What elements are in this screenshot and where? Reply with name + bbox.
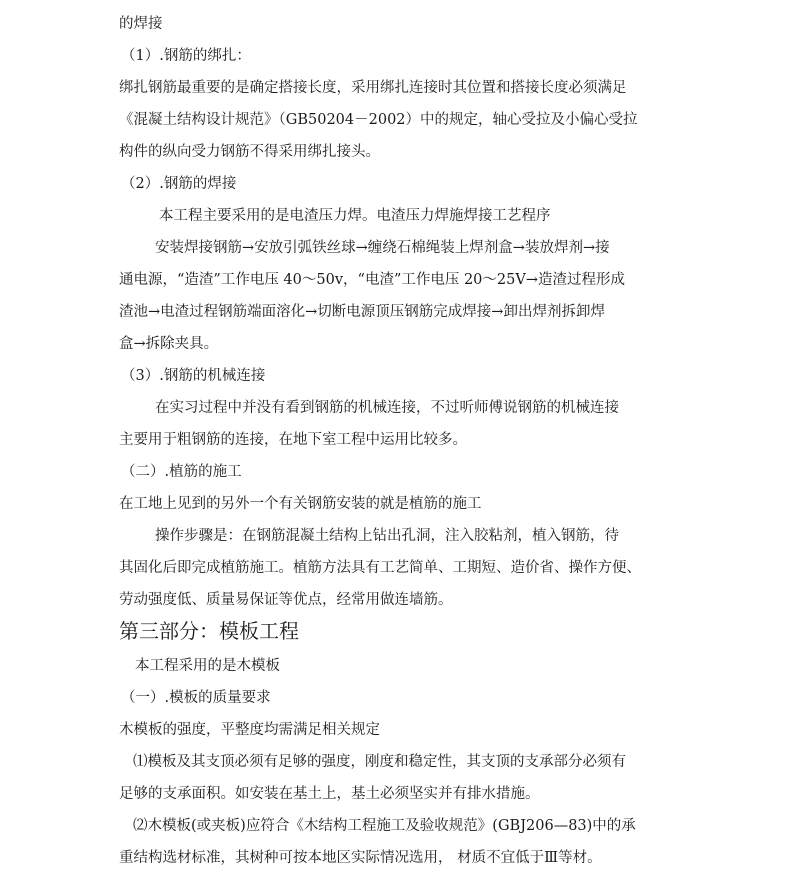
subheading-mechanical-connection: （3）.钢筋的机械连接 [121, 368, 266, 384]
paragraph-line: 绑扎钢筋最重要的是确定搭接长度，采用绑扎连接时其位置和搭接长度必须满足 [119, 80, 627, 96]
paragraph-line: 盒→拆除夹具。 [119, 336, 219, 352]
paragraph-line: 重结构选材标准，其树种可按本地区实际情况选用， 材质不宜低于Ⅲ等材。 [119, 850, 602, 866]
subheading-rebar-binding: （1）.钢筋的绑扎： [121, 48, 251, 64]
subheading-formwork-quality: （一）.模板的质量要求 [121, 690, 271, 706]
paragraph-line: 木模板的强度，平整度均需满足相关规定 [119, 722, 380, 738]
subheading-bar-planting: （二）.植筋的施工 [121, 464, 242, 480]
subheading-rebar-welding: （2）.钢筋的焊接 [121, 176, 237, 192]
paragraph-line: 本工程主要采用的是电渣压力焊。电渣压力焊施焊接工艺程序 [159, 208, 551, 224]
paragraph-line: 《混凝土结构设计规范》（GB50204－2002）中的规定，轴心受拉及小偏心受拉 [119, 112, 638, 128]
paragraph-line: 构件的纵向受力钢筋不得采用绑扎接头。 [119, 144, 380, 160]
paragraph-line: 在工地上见到的另外一个有关钢筋安装的就是植筋的施工 [119, 496, 482, 512]
paragraph-line: 劳动强度低、质量易保证等优点，经常用做连墙筋。 [119, 592, 453, 608]
paragraph-line: 操作步骤是：在钢筋混凝土结构上钻出孔洞，注入胶粘剂，植入钢筋，待 [155, 528, 619, 544]
paragraph-line: 通电源，“造渣”工作电压 40～50v，“电渣”工作电压 20～25V→造渣过程形成 [119, 272, 625, 288]
paragraph-line: 安装焊接钢筋→安放引弧铁丝球→缠绕石棉绳装上焊剂盒→装放焊剂→接 [155, 240, 610, 256]
paragraph-line: 本工程采用的是木模板 [135, 658, 280, 674]
paragraph-line: 的焊接 [119, 16, 163, 32]
list-item: ⑵木模板(或夹板)应符合《木结构工程施工及验收规范》(GBJ206—83)中的承 [133, 818, 636, 834]
paragraph-line: 渣池→电渣过程钢筋端面溶化→切断电源顶压钢筋完成焊接→卸出焊剂拆卸焊 [119, 304, 605, 320]
paragraph-line: 其固化后即完成植筋施工。植筋方法具有工艺简单、工期短、造价省、操作方便、 [119, 560, 641, 576]
section-heading: 第三部分：模板工程 [119, 619, 299, 643]
paragraph-line: 在实习过程中并没有看到钢筋的机械连接，不过听师傅说钢筋的机械连接 [155, 400, 619, 416]
paragraph-line: 主要用于粗钢筋的连接，在地下室工程中运用比较多。 [119, 432, 467, 448]
paragraph-line: 足够的支承面积。如安装在基土上，基土必须坚实并有排水措施。 [119, 786, 540, 802]
list-item: ⑴模板及其支顶必须有足够的强度，刚度和稳定性，其支顶的支承部分必须有 [133, 754, 626, 770]
